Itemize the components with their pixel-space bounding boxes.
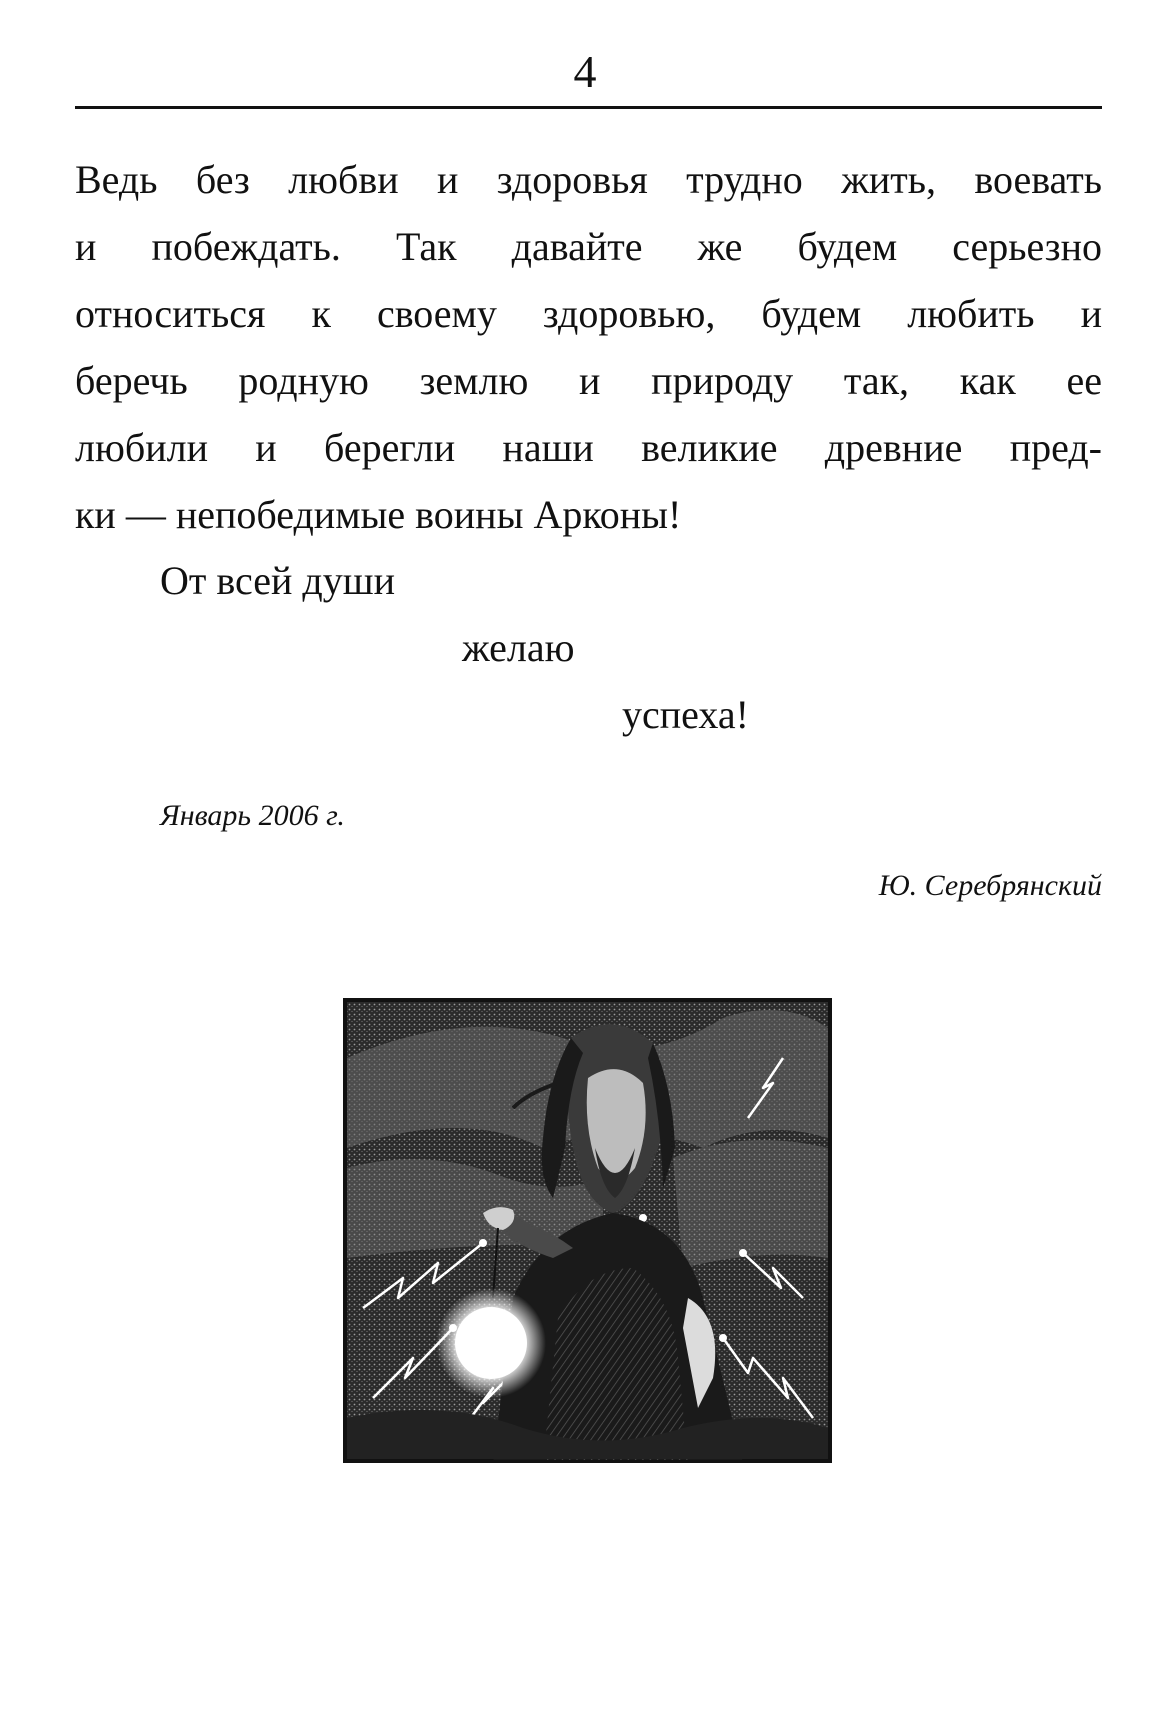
- body-line: любили и берегли наши великие древние пред-: [75, 425, 1102, 470]
- author-signature: Ю. Серебрянский: [878, 869, 1102, 902]
- date-line: Январь 2006 г.: [160, 799, 345, 832]
- wish-line-2: желаю: [462, 625, 575, 670]
- header-rule: [75, 106, 1102, 109]
- wish-line-1: От всей души: [160, 558, 395, 603]
- page-number: 4: [573, 46, 597, 97]
- wish-line-3: успеха!: [622, 692, 749, 737]
- body-line: беречь родную землю и природу так, как ее: [75, 358, 1102, 403]
- body-line: и побеждать. Так давайте же будем серьезно: [75, 224, 1102, 269]
- body-line: относиться к своему здоровью, будем любить и: [75, 291, 1102, 336]
- warrior-illustration: [343, 998, 832, 1463]
- body-line: Ведь без любви и здоровья трудно жить, воевать: [75, 157, 1102, 202]
- body-line: ки — непобедимые воины Арконы!: [75, 492, 682, 537]
